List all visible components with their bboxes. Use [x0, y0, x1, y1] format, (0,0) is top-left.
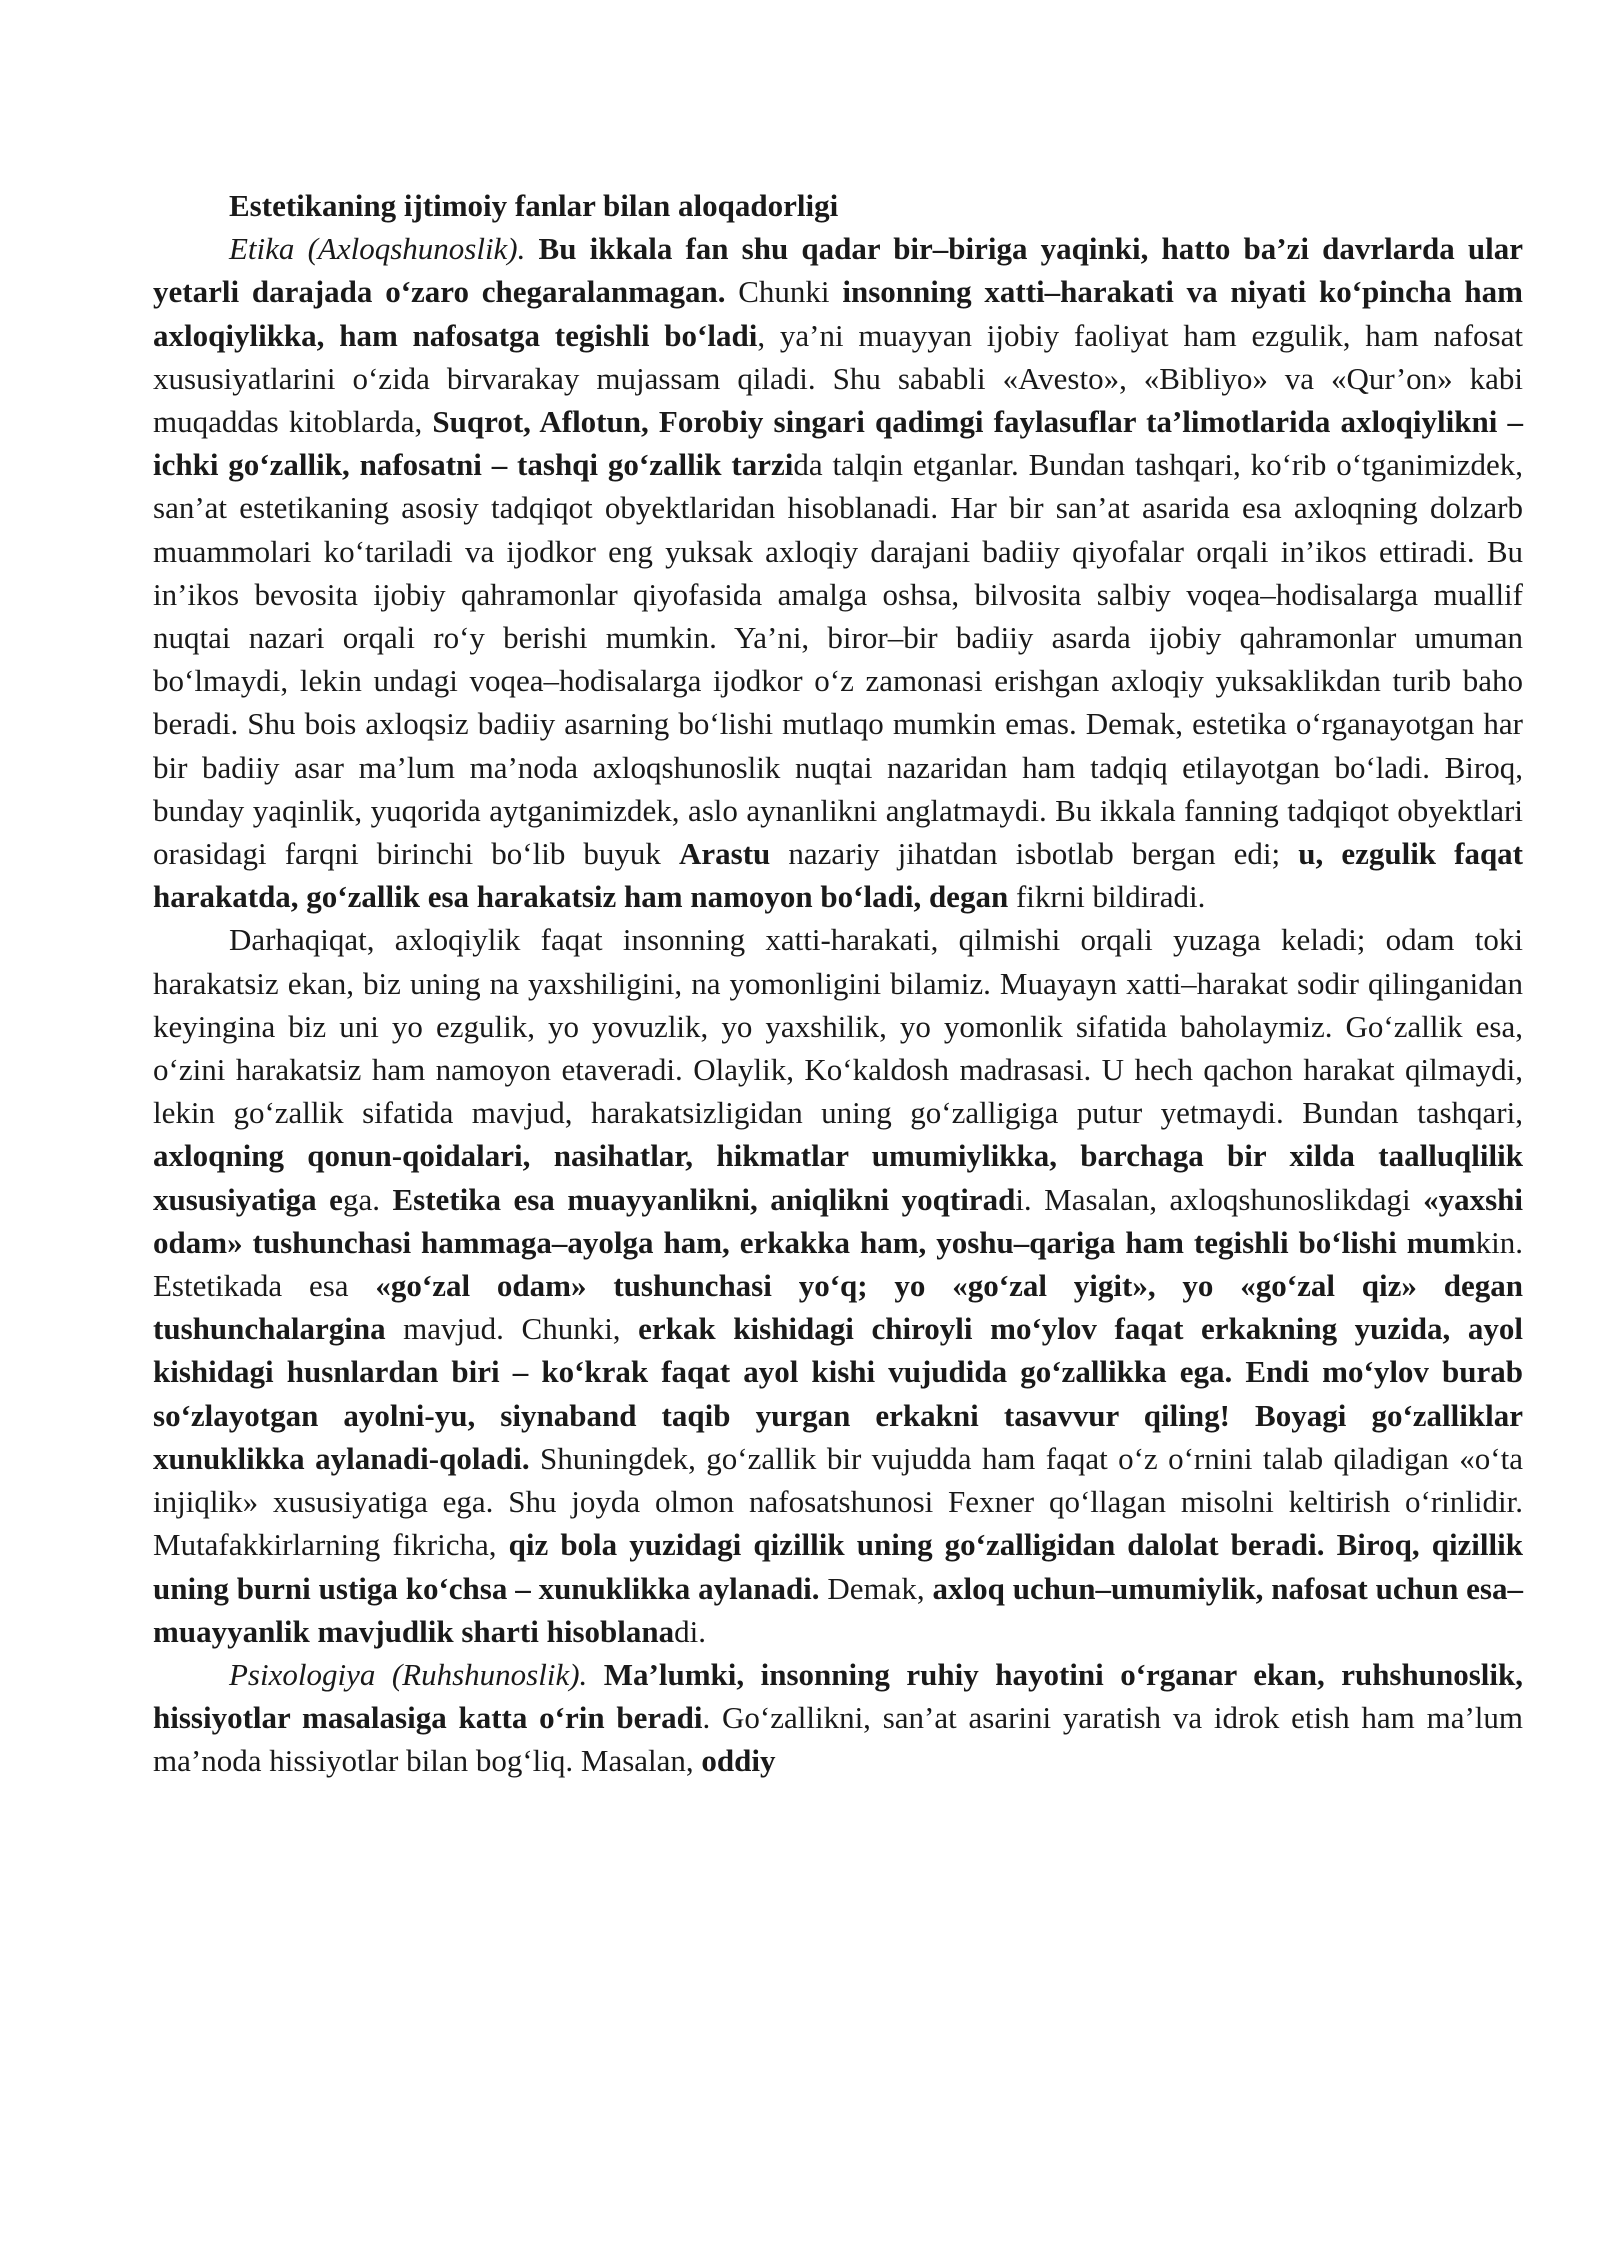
bold-run: «yaxshi odam» tushunchasi hammaga–ayolga ham, erkakka ham, yoshu–qariga ham tegishli bo‘lishi mum — [153, 1181, 1523, 1260]
bold-run: Estetika esa muayyanlikni, aniqlikni yoqtirad — [392, 1181, 1016, 1217]
bold-run: Ma’lumki, insonning ruhiy hayotini o‘rganar ekan, ruhshunoslik, hissiyotlar masalasiga katta o‘rin beradi — [153, 1656, 1523, 1736]
bold-run: axloqning qonun-qoidalari, nasihatlar, hikmatlar umumiylikka, barchaga bir xilda taalluqlilik xususiyatiga e — [153, 1138, 1523, 1217]
text-run: ga. — [342, 1181, 393, 1217]
document-page — [153, 184, 1523, 1783]
text-run: nazariy jihatdan isbotlab bergan edi; — [770, 836, 1299, 872]
bold-run: erkak kishidagi chiroyli mo‘ylov faqat erkakning yuzida, ayol kishidagi husnlardan biri – ko‘krak faqat ayol kishi vujudida go‘zallikka ega. Endi mo‘ylov burab so‘zlayotgan ayolni-yu, siynaband taqib yurgan erkakni tasavvur qiling! Boyagi go‘zalliklar xunuklikka aylanadi-qoladi. — [153, 1311, 1524, 1476]
text-run: di. — [674, 1613, 707, 1649]
text-run: Demak, — [819, 1570, 933, 1606]
text-run: i. Masalan, axloqshunoslikdagi — [1015, 1181, 1424, 1217]
text-run: Chunki — [725, 274, 843, 310]
text-run: . Go‘zallikni, san’at asarini yaratish va idrok etish ham ma’lum ma’noda hissiyotlar bilan bog‘liq. Masalan, — [153, 1700, 1523, 1779]
bold-run: axloq uchun–umumiylik, nafosat uchun esa–muayyanlik mavjudlik sharti hisoblana — [153, 1570, 1523, 1649]
bold-run: oddiy — [701, 1743, 776, 1779]
text-run: da talqin etganlar. Bundan tashqari, ko‘rib o‘tganimizdek, san’at estetikaning asosiy tadqiqot obyektlaridan hisoblanadi. Har bir san’at asarida esa axloqning dolzarb muammolari ko‘tariladi va ijodkor eng yuksak axloqiy darajani badiiy qiyofalar orqali in’ikos ettiradi. Bu in’ikos bevosita ijobiy qahramonlar qiyofasida amalga oshsa, bilvosita salbiy voqea–hodisalarga muallif nuqtai nazari orqali ro‘y berishi mumkin. Ya’ni, biror–bir badiiy asarda ijobiy qahramonlar umuman bo‘lmaydi, lekin undagi voqea–hodisalarga ijodkor o‘z zamonasi erishgan axloqiy yuksaklikdan turib baho beradi. Shu bois axloqsiz badiiy asarning bo‘lishi mutlaqo mumkin emas. Demak, estetika o‘rganayotgan har bir badiiy asar ma’lum ma’noda axloqshunoslik nuqtai nazaridan ham tadqiq etilayotgan bo‘ladi. Biroq, bunday yaqinlik, yuqorida aytganimizdek, aslo aynanlikni anglatmaydi. Bu ikkala fanning tadqiqot obyektlari orasidagi farqni birinchi bo‘lib buyuk — [153, 447, 1524, 872]
paragraph-ethics — [153, 227, 1523, 918]
bold-run: Suqrot, Aflotun, Forobiy singari qadimgi faylasuflar ta’limotlarida axloqiylikni – ichki go‘zallik, nafosatni – tashqi go‘zallik tarzi — [153, 404, 1523, 483]
paragraph-ethics-continued — [153, 918, 1523, 1652]
text-run: , ya’ni muayyan ijobiy faoliyat ham ezgulik, ham nafosat xususiyatlarini o‘zida birvarakay mujassam qiladi. Shu sababli «Avesto», «Bibliyo» va «Qur’on» kabi muqaddas kitoblarda, — [153, 317, 1523, 440]
bold-run: Bu ikkala fan shu qadar bir–biriga yaqinki, hatto ba’zi davrlarda ular yetarli darajada o‘zaro chegaralanmagan. — [153, 231, 1524, 310]
text-run — [587, 1657, 603, 1692]
bold-run: u, ezgulik faqat harakatda, go‘zallik esa harakatsiz ham namoyon bo‘ladi, degan — [153, 836, 1524, 915]
text-run: Darhaqiqat, axloqiylik faqat insonning xatti-harakati, qilmishi orqali yuzaga keladi; odam toki harakatsiz ekan, biz uning na yaxshiligini, na yomonligini bilamiz. Muayayn xatti–harakat sodir qilinganidan keyingina biz uni yo ezgulik, yo yovuzlik, yo yaxshilik, yo yomonlik sifatida baholaymiz. Go‘zallik esa, o‘zini harakatsiz ham namoyon etaveradi. Olaylik, Ko‘kaldosh madrasasi. U hech qachon harakat qilmaydi, lekin go‘zallik sifatida mavjud, harakatsizligidan uning go‘zalligiga putur yetmaydi. Bundan tashqari, — [153, 922, 1523, 1131]
italic-run: Psixologiya (Ruhshunoslik). — [229, 1656, 588, 1692]
text-run: Shuningdek, go‘zallik bir vujudda ham faqat o‘z o‘rnini talab qiladigan «o‘ta injiqlik» xususiyatiga ega. Shu joyda olmon nafosatshunosi Fexner qo‘llagan misolni keltirish o‘rinlidir. Mutafakkirlarning fikricha, — [153, 1440, 1523, 1563]
bold-run: Arastu — [679, 836, 771, 872]
text-run: fikrni bildiradi. — [1008, 879, 1206, 915]
bold-run: «go‘zal odam» tushunchasi yo‘q; yo «go‘zal yigit», yo «go‘zal qiz» degan tushunchalargina — [153, 1268, 1524, 1347]
text-run — [525, 231, 538, 266]
bold-run: qiz bola yuzidagi qizillik uning go‘zalligidan dalolat beradi. Biroq, qizillik uning burni ustiga ko‘chsa – xunuklikka aylanadi. — [153, 1527, 1524, 1606]
paragraph-psychology — [153, 1653, 1523, 1783]
section-heading: Estetikaning ijtimoiy fanlar bilan aloqadorligi — [229, 188, 839, 223]
italic-run: Etika (Axloqshunoslik). — [229, 231, 526, 267]
text-run: kin. Estetikada esa — [153, 1224, 1523, 1304]
text-run: mavjud. Chunki, — [385, 1311, 639, 1347]
body-text — [153, 227, 1523, 1782]
bold-run: insonning xatti–harakati va niyati ko‘pincha ham axloqiylikka, ham nafosatga tegishli bo‘ladi — [153, 274, 1523, 353]
